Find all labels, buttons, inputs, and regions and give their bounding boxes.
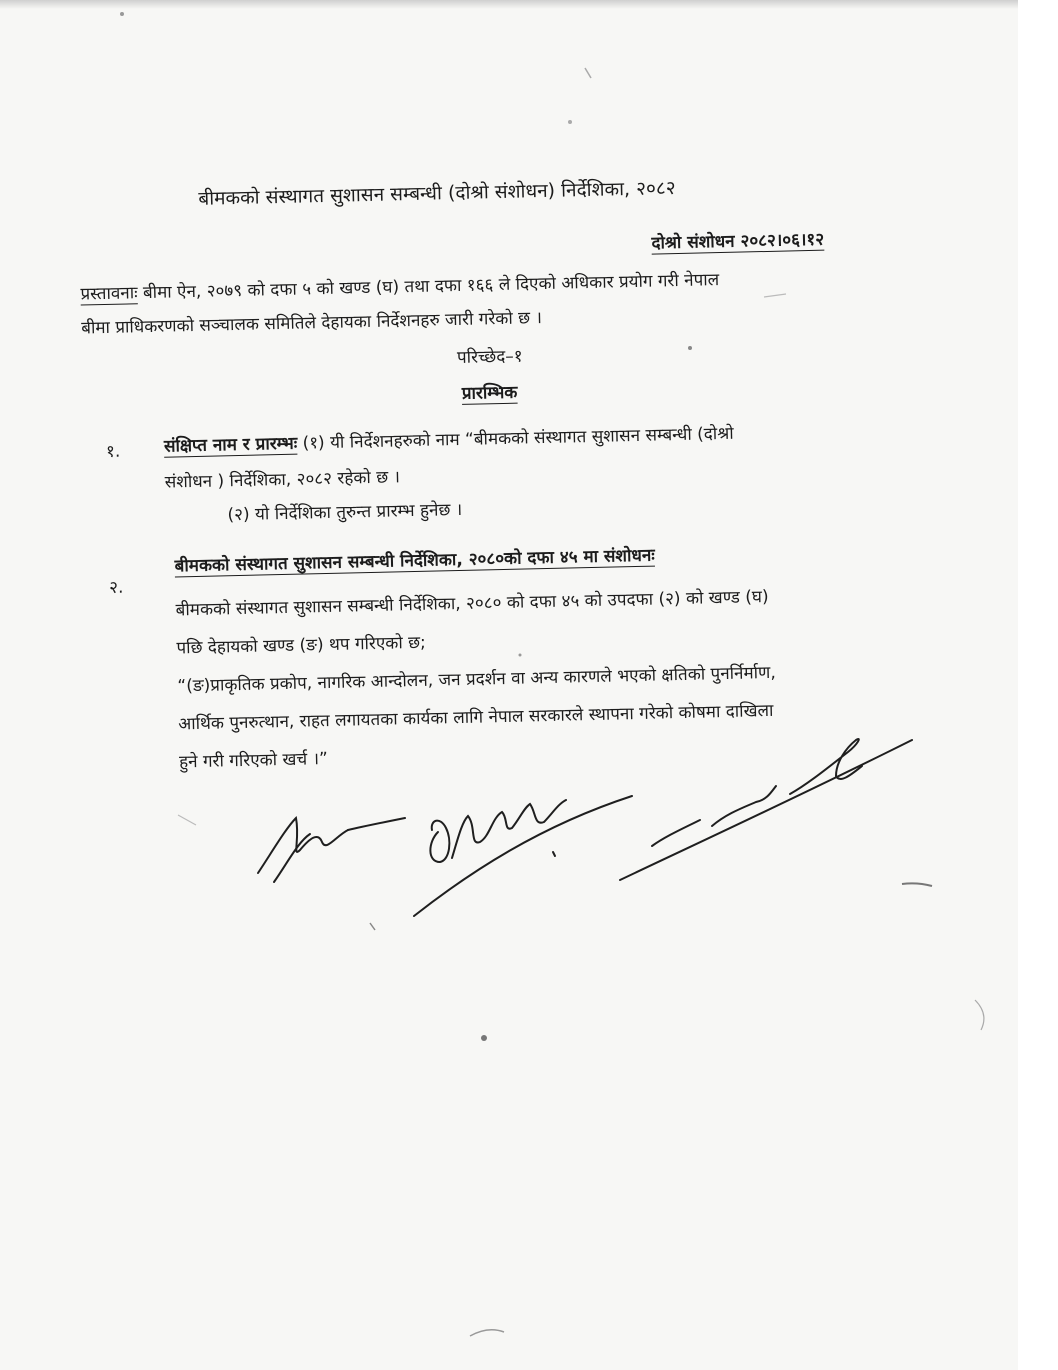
preamble-line-2: बीमा प्राधिकरणको सञ्चालक समितिले देहायका निर्देशनहरु जारी गरेको छ । [81, 308, 543, 339]
amendment-date: दोश्रो संशोधन २०८२।०६।१२ [651, 229, 825, 254]
section-2-line-5: हुने गरी गरिएको खर्च ।” [178, 749, 329, 773]
preamble-label: प्रस्तावनाः [80, 283, 138, 305]
signature-1 [258, 818, 405, 882]
signature-3 [620, 739, 912, 880]
section-2-line-4: आर्थिक पुनरुत्थान, राहत लगायतका कार्यका लागि नेपाल सरकारले स्थापना गरेको कोषमा दाखिला [178, 700, 774, 735]
document-title: बीमकको संस्थागत सुशासन सम्बन्धी (दोश्रो संशोधन) निर्देशिका, २०८२ [198, 177, 676, 210]
section-2-line-1: बीमकको संस्थागत सुशासन सम्बन्धी निर्देशिका, २०८० को दफा ४५ को उपदफा (२) को खण्ड (घ) [175, 587, 769, 621]
preamble-text-1: बीमा ऐन, २०७९ को दफा ५ को खण्ड (घ) तथा दफा १६६ ले दिएको अधिकार प्रयोग गरी नेपाल [142, 270, 720, 304]
section-2-line-2: पछि देहायको खण्ड (ङ) थप गरिएको छ; [176, 632, 427, 659]
section-2-heading: बीमकको संस्थागत सुशासन सम्बन्धी निर्देशिका, २०८०को दफा ४५ मा संशोधनः [174, 545, 655, 577]
chapter-number: परिच्छेद–१ [456, 346, 523, 369]
chapter-title: प्रारम्भिक [461, 382, 518, 404]
section-1-heading: संक्षिप्त नाम र प्रारम्भः [163, 433, 298, 457]
section-1-line-2: संशोधन ) निर्देशिका, २०८२ रहेको छ । [164, 467, 401, 493]
section-1-number: १. [105, 441, 121, 463]
section-2-number: २. [108, 577, 124, 598]
section-1-line-3: (२) यो निर्देशिका तुरुन्त प्रारम्भ हुनेछ । [227, 499, 463, 526]
section-2-line-3: “(ङ)प्राकृतिक प्रकोप, नागरिक आन्दोलन, जन प्रदर्शन वा अन्य कारणले भएको क्षतिको पुनर्निर्माण, [177, 662, 776, 697]
signature-2 [414, 796, 632, 916]
section-1-text-1: (१) यी निर्देशनहरुको नाम “बीमकको संस्थागत सुशासन सम्बन्धी (दोश्रो [302, 423, 734, 454]
